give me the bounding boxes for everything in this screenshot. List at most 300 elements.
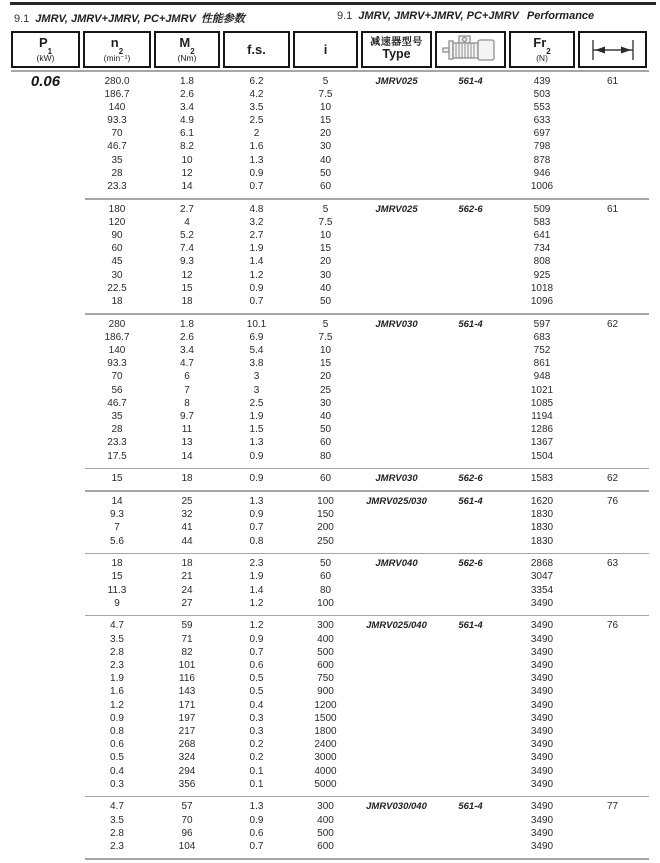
- header-unit-p1: (kW): [36, 53, 55, 64]
- table-row: [11, 295, 649, 308]
- cell-i: 3000: [314, 752, 337, 764]
- cell-type: [361, 127, 432, 140]
- cell-fr2: 3490: [530, 725, 554, 737]
- cell-type: [361, 331, 432, 344]
- cell-type: [361, 180, 432, 193]
- cell-m2: 6.1: [180, 128, 194, 140]
- cell-m2: 171: [178, 699, 196, 711]
- cell-fr2: 633: [533, 115, 551, 127]
- section-suffix-en: Performance: [526, 10, 595, 22]
- cell-i: 1800: [314, 725, 337, 737]
- cell-fs: 0.1: [249, 765, 264, 777]
- cell-dim-page: [578, 646, 647, 659]
- cell-motor-variant: 562-6: [458, 203, 483, 215]
- cell-dim-page: [578, 699, 647, 712]
- cell-p1: [11, 840, 80, 853]
- table-row: [11, 765, 649, 778]
- table-row: [11, 384, 649, 397]
- data-block-JMRV030-040: [11, 797, 649, 858]
- cell-motor-variant: [435, 269, 506, 282]
- header-cell-n2: [83, 31, 151, 68]
- table-row: [11, 397, 649, 410]
- cell-dim-page: [578, 570, 647, 583]
- cell-m2: 9.3: [180, 256, 194, 268]
- cell-p1: [11, 180, 80, 193]
- cell-p1: [11, 557, 80, 570]
- cell-n2: 90: [111, 230, 123, 242]
- cell-i: 40: [319, 411, 332, 422]
- cell-fs: 1.9: [249, 243, 264, 255]
- cell-motor-variant: [435, 167, 506, 180]
- cell-m2: 24: [181, 584, 193, 596]
- cell-fs: 0.5: [249, 673, 264, 685]
- cell-m2: 18: [181, 473, 193, 485]
- cell-fs: 1.5: [249, 424, 264, 436]
- cell-dim-page: [578, 725, 647, 738]
- cell-fs: 10.1: [246, 318, 267, 330]
- cell-motor-variant: [435, 423, 506, 436]
- cell-n2: 3.5: [110, 633, 124, 645]
- cell-type: JMRV025: [375, 75, 418, 87]
- cell-m2: 104: [178, 840, 196, 852]
- cell-type: JMRV025: [375, 203, 418, 215]
- cell-m2: 59: [181, 620, 193, 632]
- cell-p1: [11, 495, 80, 508]
- cell-dim-page: [578, 584, 647, 597]
- cell-n2: 2.8: [110, 827, 124, 839]
- cell-p1: [11, 633, 80, 646]
- cell-i: 150: [317, 509, 334, 521]
- cell-m2: 1.8: [180, 75, 194, 87]
- cell-i: 750: [317, 673, 334, 685]
- cell-motor-variant: [435, 331, 506, 344]
- cell-fr2: 925: [533, 269, 551, 281]
- cell-p1: [11, 800, 80, 813]
- cell-fr2: 1096: [530, 296, 554, 307]
- cell-m2: 356: [178, 778, 196, 790]
- cell-i: 4000: [314, 765, 337, 777]
- cell-type: [361, 633, 432, 646]
- table-row: [11, 269, 649, 282]
- cell-p1: [11, 88, 80, 101]
- cell-dim-page: 62: [606, 473, 619, 485]
- table-row: [11, 814, 649, 827]
- cell-n2: 2.3: [110, 840, 124, 852]
- cell-motor-variant: [435, 725, 506, 738]
- cell-fr2: 683: [533, 331, 551, 343]
- cell-m2: 71: [181, 633, 193, 645]
- cell-dim-page: [578, 242, 647, 255]
- cell-i: 7.5: [318, 331, 333, 343]
- cell-fs: 0.3: [249, 712, 264, 724]
- cell-n2: 46.7: [107, 141, 127, 153]
- cell-type: JMRV025/040: [366, 620, 427, 632]
- cell-type: [361, 242, 432, 255]
- cell-i: 25: [319, 384, 332, 396]
- table-header-row: [11, 31, 649, 68]
- performance-table: [11, 31, 649, 860]
- cell-fs: 1.2: [249, 597, 264, 609]
- cell-fs: 1.6: [249, 141, 264, 153]
- cell-i: 50: [319, 424, 332, 436]
- cell-p1: [11, 127, 80, 140]
- cell-dim-page: [578, 397, 647, 410]
- cell-type: [361, 255, 432, 268]
- cell-motor-variant: [435, 814, 506, 827]
- cell-type: [361, 521, 432, 534]
- header-label-n2: $n_2$: [110, 35, 124, 56]
- cell-fr2: 1830: [530, 509, 554, 521]
- cell-type: [361, 570, 432, 583]
- cell-type: JMRV030: [375, 473, 418, 485]
- cell-fs: 0.9: [249, 282, 264, 294]
- cell-n2: 46.7: [107, 397, 127, 409]
- cell-n2: 180: [108, 203, 126, 215]
- cell-fs: 0.7: [249, 646, 264, 658]
- table-row: [11, 344, 649, 357]
- cell-dim-page: [578, 633, 647, 646]
- cell-fr2: 752: [533, 345, 551, 357]
- cell-type: JMRV040: [375, 558, 418, 570]
- cell-motor-variant: [435, 88, 506, 101]
- cell-fs: 2.5: [249, 397, 264, 409]
- cell-n2: 186.7: [104, 331, 130, 343]
- table-row: [11, 535, 649, 548]
- cell-i: 20: [319, 371, 332, 383]
- cell-p1: [11, 114, 80, 127]
- cell-p1: [11, 685, 80, 698]
- cell-motor-variant: [435, 357, 506, 370]
- cell-m2: 96: [181, 827, 193, 839]
- table-row: [11, 331, 649, 344]
- table-row: [11, 827, 649, 840]
- cell-m2: 2.6: [180, 331, 194, 343]
- cell-i: 250: [317, 535, 334, 547]
- cell-i: 5: [322, 203, 329, 215]
- cell-fs: 1.3: [249, 801, 264, 813]
- cell-n2: 1.9: [110, 673, 124, 685]
- cell-fr2: 1583: [530, 473, 554, 485]
- cell-motor-variant: 561-4: [458, 495, 483, 507]
- cell-motor-variant: 561-4: [458, 318, 483, 330]
- data-block-JMRV025: [11, 72, 649, 199]
- cell-fr2: 597: [533, 318, 551, 330]
- cell-type: [361, 699, 432, 712]
- cell-i: 20: [319, 128, 332, 140]
- cell-motor-variant: [435, 229, 506, 242]
- cell-n2: 28: [111, 424, 123, 436]
- cell-fr2: 583: [533, 216, 551, 228]
- cell-type: [361, 584, 432, 597]
- cell-motor-variant: [435, 765, 506, 778]
- cell-fr2: 3490: [530, 699, 554, 711]
- cell-p1: [11, 584, 80, 597]
- cell-dim-page: 63: [606, 558, 619, 570]
- cell-m2: 4.7: [180, 358, 194, 370]
- cell-n2: 7: [114, 522, 120, 534]
- cell-i: 400: [317, 633, 334, 645]
- cell-m2: 25: [181, 495, 193, 507]
- cell-dim-page: [578, 269, 647, 282]
- cell-dim-page: [578, 751, 647, 764]
- cell-m2: 197: [178, 712, 196, 724]
- cell-n2: 0.8: [110, 725, 124, 737]
- cell-fr2: 1504: [530, 450, 554, 462]
- cell-i: 500: [317, 646, 334, 658]
- data-block-JMRV025-040: [11, 616, 649, 795]
- table-row: [11, 423, 649, 436]
- cell-i: 2400: [314, 739, 337, 751]
- cell-type: [361, 840, 432, 853]
- cell-fr2: 3490: [530, 765, 554, 777]
- cell-i: 60: [319, 437, 332, 449]
- table-row: [11, 725, 649, 738]
- cell-fr2: 1830: [530, 535, 554, 547]
- header-cell-fr2: [509, 31, 575, 68]
- cell-fs: 1.9: [249, 571, 264, 583]
- cell-motor-variant: [435, 282, 506, 295]
- cell-type: [361, 216, 432, 229]
- cell-dim-page: [578, 331, 647, 344]
- cell-fr2: 1021: [530, 384, 554, 396]
- cell-n2: 1.2: [110, 699, 124, 711]
- cell-m2: 27: [181, 597, 193, 609]
- table-row: [11, 712, 649, 725]
- table-row: [11, 357, 649, 370]
- table-row: [11, 282, 649, 295]
- table-row: [11, 216, 649, 229]
- table-row: [11, 450, 649, 463]
- cell-p1: [11, 450, 80, 463]
- cell-fr2: 3490: [530, 660, 554, 671]
- cell-i: 300: [317, 801, 334, 813]
- table-row: [11, 646, 649, 659]
- cell-fs: 1.3: [249, 495, 264, 507]
- cell-dim-page: [578, 814, 647, 827]
- cell-dim-page: [578, 597, 647, 610]
- cell-fs: 1.2: [249, 269, 264, 281]
- cell-n2: 1.6: [110, 686, 124, 698]
- cell-i: 7.5: [318, 88, 333, 100]
- cell-fs: 0.2: [249, 739, 264, 751]
- cell-p1: [11, 384, 80, 397]
- table-row: [11, 242, 649, 255]
- cell-i: 400: [317, 814, 334, 826]
- cell-type: [361, 508, 432, 521]
- cell-i: 80: [319, 450, 332, 462]
- cell-type: [361, 685, 432, 698]
- cell-fs: 0.9: [249, 473, 264, 485]
- cell-p1: [11, 535, 80, 548]
- table-row: [11, 127, 649, 140]
- cell-p1: [11, 370, 80, 383]
- cell-n2: 2.3: [110, 660, 124, 671]
- cell-m2: 15: [181, 282, 193, 294]
- cell-p1: [11, 778, 80, 791]
- cell-dim-page: 61: [606, 75, 619, 87]
- cell-m2: 101: [178, 660, 196, 671]
- cell-n2: 280.0: [104, 75, 130, 87]
- cell-fs: 0.6: [249, 827, 264, 839]
- cell-type: [361, 88, 432, 101]
- cell-n2: 15: [111, 473, 123, 485]
- cell-m2: 44: [181, 535, 193, 547]
- section-title-en: [337, 10, 594, 22]
- cell-dim-page: [578, 778, 647, 791]
- table-row: [11, 778, 649, 791]
- table-row: [11, 154, 649, 167]
- table-row: [11, 436, 649, 449]
- table-row: [11, 167, 649, 180]
- table-row: [11, 659, 649, 672]
- cell-type: [361, 597, 432, 610]
- header-label-fr2: $Fr_2$: [533, 35, 551, 56]
- cell-m2: 7.4: [180, 243, 194, 255]
- cell-type: [361, 114, 432, 127]
- table-row: [11, 140, 649, 153]
- table-row: [11, 229, 649, 242]
- cell-i: 100: [317, 495, 334, 507]
- cell-m2: 14: [181, 450, 193, 462]
- table-row: [11, 619, 649, 632]
- cell-fs: 0.5: [249, 686, 264, 698]
- cell-p1: [11, 282, 80, 295]
- cell-i: 10: [319, 345, 332, 357]
- cell-fr2: 3490: [530, 752, 554, 764]
- cell-n2: 186.7: [104, 88, 130, 100]
- cell-p1: [11, 140, 80, 153]
- section-suffix-cn: 性能参数: [200, 13, 245, 25]
- cell-p1: [11, 357, 80, 370]
- table-row: [11, 495, 649, 508]
- header-label-fs: f.s.: [247, 41, 266, 57]
- cell-p1: [11, 827, 80, 840]
- cell-type: JMRV030: [375, 318, 418, 330]
- cell-m2: 324: [178, 752, 196, 764]
- cell-motor-variant: [435, 827, 506, 840]
- header-cell-i: [293, 31, 358, 68]
- cell-n2: 4.7: [110, 620, 124, 632]
- table-row: [11, 633, 649, 646]
- cell-dim-page: [578, 295, 647, 308]
- cell-p1: [11, 672, 80, 685]
- section-number: 9.1: [14, 13, 30, 25]
- cell-m2: 21: [181, 571, 193, 583]
- table-row: [11, 101, 649, 114]
- cell-fr2: 3047: [530, 571, 554, 583]
- cell-fr2: 1018: [530, 282, 554, 294]
- cell-i: 600: [317, 840, 334, 852]
- cell-dim-page: [578, 88, 647, 101]
- cell-type: [361, 229, 432, 242]
- cell-fr2: 3490: [530, 646, 554, 658]
- cell-dim-page: [578, 140, 647, 153]
- header-label-i: i: [323, 41, 328, 57]
- cell-fs: 1.9: [249, 411, 264, 422]
- cell-m2: 41: [181, 522, 193, 534]
- cell-n2: 18: [111, 296, 123, 307]
- cell-dim-page: 76: [606, 620, 619, 632]
- cell-dim-page: [578, 508, 647, 521]
- cell-dim-page: [578, 685, 647, 698]
- section-models: JMRV, JMRV+JMRV, PC+JMRV: [35, 13, 196, 25]
- cell-motor-variant: [435, 633, 506, 646]
- cell-m2: 57: [181, 801, 193, 813]
- cell-n2: 56: [111, 384, 123, 396]
- cell-fs: 0.9: [249, 167, 264, 179]
- cell-fs: 0.8: [249, 535, 264, 547]
- cell-p1: [11, 436, 80, 449]
- cell-fs: 4.2: [249, 88, 264, 100]
- table-row: [11, 570, 649, 583]
- table-row: [11, 255, 649, 268]
- cell-motor-variant: [435, 397, 506, 410]
- cell-i: 5: [322, 318, 329, 330]
- cell-fs: 2.7: [249, 230, 264, 242]
- cell-m2: 13: [181, 437, 193, 449]
- cell-fs: 0.7: [249, 181, 264, 192]
- cell-fr2: 553: [533, 101, 551, 113]
- cell-fr2: 3490: [530, 739, 554, 751]
- cell-m2: 7: [184, 384, 190, 396]
- table-row: [11, 584, 649, 597]
- cell-p1: [11, 619, 80, 632]
- cell-n2: 11.3: [107, 584, 127, 596]
- cell-motor-variant: 561-4: [458, 75, 483, 87]
- cell-n2: 93.3: [107, 115, 127, 127]
- table-body: [11, 70, 649, 860]
- cell-m2: 268: [178, 739, 196, 751]
- cell-m2: 3.4: [180, 101, 194, 113]
- cell-motor-variant: [435, 751, 506, 764]
- cell-m2: 32: [181, 509, 193, 521]
- cell-motor-variant: [435, 384, 506, 397]
- cell-i: 7.5: [318, 216, 333, 228]
- cell-fs: 0.9: [249, 509, 264, 521]
- top-rule: [10, 2, 656, 5]
- cell-fr2: 3490: [530, 597, 554, 609]
- cell-m2: 1.8: [180, 318, 194, 330]
- section-models: JMRV, JMRV+JMRV, PC+JMRV: [358, 10, 519, 22]
- cell-n2: 70: [111, 371, 123, 383]
- cell-type: [361, 423, 432, 436]
- table-row: [11, 508, 649, 521]
- data-block-JMRV025: [11, 200, 649, 314]
- cell-motor-variant: [435, 646, 506, 659]
- table-row: [11, 557, 649, 570]
- cell-n2: 18: [111, 558, 123, 570]
- cell-fr2: 3490: [530, 778, 554, 790]
- cell-fr2: 3490: [530, 801, 554, 813]
- cell-m2: 18: [181, 558, 193, 570]
- cell-fr2: 861: [533, 358, 551, 370]
- table-row: [11, 410, 649, 423]
- cell-fr2: 798: [533, 141, 551, 153]
- cell-dim-page: [578, 840, 647, 853]
- cell-motor-variant: [435, 699, 506, 712]
- cell-fr2: 2868: [530, 558, 554, 570]
- cell-p1: [11, 167, 80, 180]
- header-unit-n2: (min⁻¹): [103, 53, 131, 64]
- cell-dim-page: [578, 127, 647, 140]
- block-divider: [85, 858, 649, 860]
- cell-dim-page: [578, 357, 647, 370]
- cell-n2: 30: [111, 269, 123, 281]
- header-label-m2: $M_2$: [179, 35, 195, 56]
- cell-motor-variant: [435, 840, 506, 853]
- section-title-cn: [14, 10, 245, 26]
- cell-fr2: 1830: [530, 522, 554, 534]
